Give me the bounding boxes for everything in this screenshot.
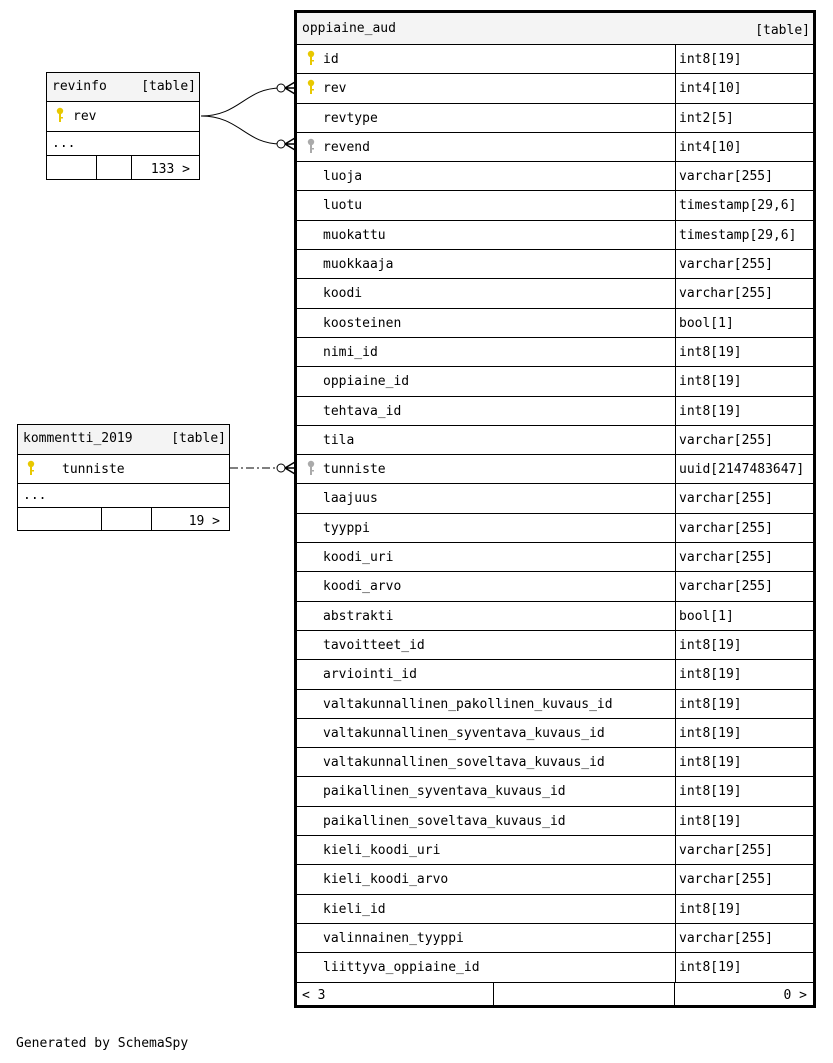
column-row xyxy=(297,397,813,426)
column-divider xyxy=(675,865,676,893)
column-divider xyxy=(675,777,676,805)
column-type: varchar[255] xyxy=(679,843,773,859)
column-divider xyxy=(675,45,676,73)
column-name: kieli_id xyxy=(323,901,386,917)
column-type: varchar[255] xyxy=(679,257,773,273)
table-kind: [table] xyxy=(755,23,810,38)
more-columns: ... xyxy=(23,488,47,503)
column-divider xyxy=(675,221,676,249)
ellipsis-row xyxy=(47,132,199,156)
column-name: kieli_koodi_uri xyxy=(323,843,441,859)
table-name: oppiaine_aud xyxy=(302,21,396,36)
column-divider xyxy=(675,484,676,512)
column-divider xyxy=(675,924,676,952)
column-divider xyxy=(675,807,676,835)
column-row xyxy=(297,191,813,220)
table-name: kommentti_2019 xyxy=(23,431,133,446)
column-divider xyxy=(675,426,676,454)
table-name: revinfo xyxy=(52,79,107,94)
edge-end-circle xyxy=(277,84,285,92)
column-name: revend xyxy=(323,139,370,155)
column-type: int8[19] xyxy=(679,637,742,653)
column-row xyxy=(297,279,813,308)
column-type: int8[19] xyxy=(679,52,742,67)
primary-key-icon xyxy=(27,460,35,476)
column-name: koosteinen xyxy=(323,315,402,331)
column-type: int8[19] xyxy=(679,374,742,390)
edge-end-circle xyxy=(277,464,285,472)
column-row xyxy=(297,690,813,719)
column-type: uuid[2147483647] xyxy=(679,462,805,478)
column-name: koodi_uri xyxy=(323,550,394,566)
column-divider xyxy=(675,543,676,571)
column-type: varchar[255] xyxy=(679,872,773,888)
column-name: revtype xyxy=(323,110,378,126)
column-type: int8[19] xyxy=(679,755,742,771)
table-footer xyxy=(18,508,229,530)
column-divider xyxy=(675,572,676,600)
column-row xyxy=(297,631,813,660)
column-name: oppiaine_id xyxy=(323,374,410,390)
footer-parents xyxy=(18,508,102,530)
footer-parents[interactable]: < 3 xyxy=(302,987,326,1003)
table-header xyxy=(47,73,199,102)
footer-children[interactable]: 19 > xyxy=(188,514,220,529)
edge-revinfo-revend xyxy=(201,116,281,144)
column-type: int8[19] xyxy=(679,784,742,800)
column-name: kieli_koodi_arvo xyxy=(323,872,449,888)
column-name: luoja xyxy=(323,169,363,185)
footer-columns xyxy=(97,156,132,179)
column-type: int8[19] xyxy=(679,696,742,712)
column-name: valinnainen_tyyppi xyxy=(323,930,464,946)
column-row xyxy=(297,338,813,367)
column-row xyxy=(297,572,813,601)
column-row xyxy=(297,104,813,133)
column-name: tunniste xyxy=(62,462,125,477)
column-divider xyxy=(675,660,676,688)
column-name: arviointi_id xyxy=(323,667,417,683)
column-name: id xyxy=(323,52,339,67)
column-divider xyxy=(675,250,676,278)
column-divider xyxy=(675,690,676,718)
column-divider xyxy=(675,895,676,923)
column-divider xyxy=(675,397,676,425)
column-row xyxy=(297,250,813,279)
column-name: liittyva_oppiaine_id xyxy=(323,960,480,976)
column-row xyxy=(297,602,813,631)
primary-key-icon xyxy=(307,79,315,95)
column-type: int4[10] xyxy=(679,139,742,155)
column-row xyxy=(297,748,813,777)
column-type: varchar[255] xyxy=(679,286,773,302)
column-divider xyxy=(675,514,676,542)
footer-children[interactable]: 133 > xyxy=(150,162,190,177)
footer-children[interactable]: 0 > xyxy=(783,987,807,1003)
column-name: tyyppi xyxy=(323,520,370,536)
column-name: muokattu xyxy=(323,227,386,243)
foreign-key-icon xyxy=(307,138,315,154)
column-row xyxy=(297,74,813,103)
edge-end-circle xyxy=(277,140,285,148)
column-divider xyxy=(675,309,676,337)
column-row xyxy=(297,221,813,250)
column-divider xyxy=(675,602,676,630)
column-name: koodi_arvo xyxy=(323,579,402,595)
column-row xyxy=(297,807,813,836)
column-row xyxy=(297,367,813,396)
column-name: paikallinen_soveltava_kuvaus_id xyxy=(323,813,566,829)
edge-revinfo-rev xyxy=(201,88,281,116)
column-divider xyxy=(675,719,676,747)
column-name: tila xyxy=(323,432,355,448)
column-divider xyxy=(675,279,676,307)
column-row xyxy=(297,895,813,924)
column-row xyxy=(297,660,813,689)
column-row xyxy=(297,309,813,338)
column-row xyxy=(297,543,813,572)
column-divider xyxy=(675,748,676,776)
column-row xyxy=(18,455,229,484)
column-row xyxy=(297,455,813,484)
column-type: int4[10] xyxy=(679,81,742,97)
column-name: nimi_id xyxy=(323,344,378,360)
column-list xyxy=(297,45,813,983)
column-type: varchar[255] xyxy=(679,491,773,507)
column-row xyxy=(297,865,813,894)
column-row xyxy=(297,162,813,191)
column-name: valtakunnallinen_pakollinen_kuvaus_id xyxy=(323,696,613,712)
column-row xyxy=(297,719,813,748)
column-row xyxy=(47,102,199,132)
column-type: bool[1] xyxy=(679,608,734,624)
column-row xyxy=(297,133,813,162)
primary-key-icon xyxy=(56,107,64,123)
column-name: tunniste xyxy=(323,462,386,478)
column-name: koodi xyxy=(323,286,363,302)
column-name: laajuus xyxy=(323,491,378,507)
footer-columns xyxy=(102,508,152,530)
table-footer xyxy=(47,156,199,179)
column-divider xyxy=(675,191,676,219)
column-type: int8[19] xyxy=(679,901,742,917)
column-divider xyxy=(675,74,676,102)
column-row xyxy=(297,777,813,806)
table-kind: [table] xyxy=(171,431,226,446)
table-header xyxy=(18,425,229,455)
column-row xyxy=(297,953,813,982)
column-type: int8[19] xyxy=(679,667,742,683)
column-name: luotu xyxy=(323,198,363,214)
column-type: varchar[255] xyxy=(679,579,773,595)
column-name: tehtava_id xyxy=(323,403,402,419)
column-divider xyxy=(675,338,676,366)
primary-key-icon xyxy=(307,50,315,66)
column-name: muokkaaja xyxy=(323,257,394,273)
column-type: int8[19] xyxy=(679,960,742,976)
column-row xyxy=(297,924,813,953)
column-divider xyxy=(675,367,676,395)
column-divider xyxy=(675,162,676,190)
table-revinfo[interactable] xyxy=(46,72,200,180)
column-name: tavoitteet_id xyxy=(323,637,425,653)
column-type: varchar[255] xyxy=(679,432,773,448)
column-divider xyxy=(675,631,676,659)
table-footer xyxy=(297,983,813,1007)
ellipsis-row xyxy=(18,484,229,508)
column-row xyxy=(297,45,813,74)
footer-parents-cell xyxy=(297,983,494,1007)
generated-by-credit: Generated by SchemaSpy xyxy=(16,1036,189,1051)
column-row xyxy=(297,514,813,543)
column-type: bool[1] xyxy=(679,315,734,331)
column-type: int8[19] xyxy=(679,813,742,829)
table-header xyxy=(297,13,813,45)
footer-columns xyxy=(494,983,675,1007)
table-oppiaine-aud[interactable] xyxy=(294,10,816,1008)
column-type: varchar[255] xyxy=(679,550,773,566)
column-type: timestamp[29,6] xyxy=(679,198,797,214)
table-kind: [table] xyxy=(141,79,196,94)
column-name: paikallinen_syventava_kuvaus_id xyxy=(323,784,566,800)
column-divider xyxy=(675,455,676,483)
column-divider xyxy=(675,104,676,132)
footer-parents xyxy=(47,156,97,179)
column-type: varchar[255] xyxy=(679,930,773,946)
column-name: valtakunnallinen_syventava_kuvaus_id xyxy=(323,725,605,741)
column-type: int2[5] xyxy=(679,110,734,126)
column-row xyxy=(297,426,813,455)
column-type: int8[19] xyxy=(679,725,742,741)
column-divider xyxy=(675,953,676,981)
foreign-key-icon xyxy=(307,460,315,476)
column-type: varchar[255] xyxy=(679,520,773,536)
column-row xyxy=(297,836,813,865)
table-kommentti-2019[interactable] xyxy=(17,424,230,531)
column-type: varchar[255] xyxy=(679,169,773,185)
column-type: timestamp[29,6] xyxy=(679,227,797,243)
more-columns: ... xyxy=(52,136,76,151)
column-name: abstrakti xyxy=(323,608,394,624)
column-name: valtakunnallinen_soveltava_kuvaus_id xyxy=(323,755,605,771)
column-name: rev xyxy=(323,81,347,97)
column-divider xyxy=(675,836,676,864)
column-row xyxy=(297,484,813,513)
column-name: rev xyxy=(73,109,97,124)
column-divider xyxy=(675,133,676,161)
column-type: int8[19] xyxy=(679,403,742,419)
column-type: int8[19] xyxy=(679,344,742,360)
